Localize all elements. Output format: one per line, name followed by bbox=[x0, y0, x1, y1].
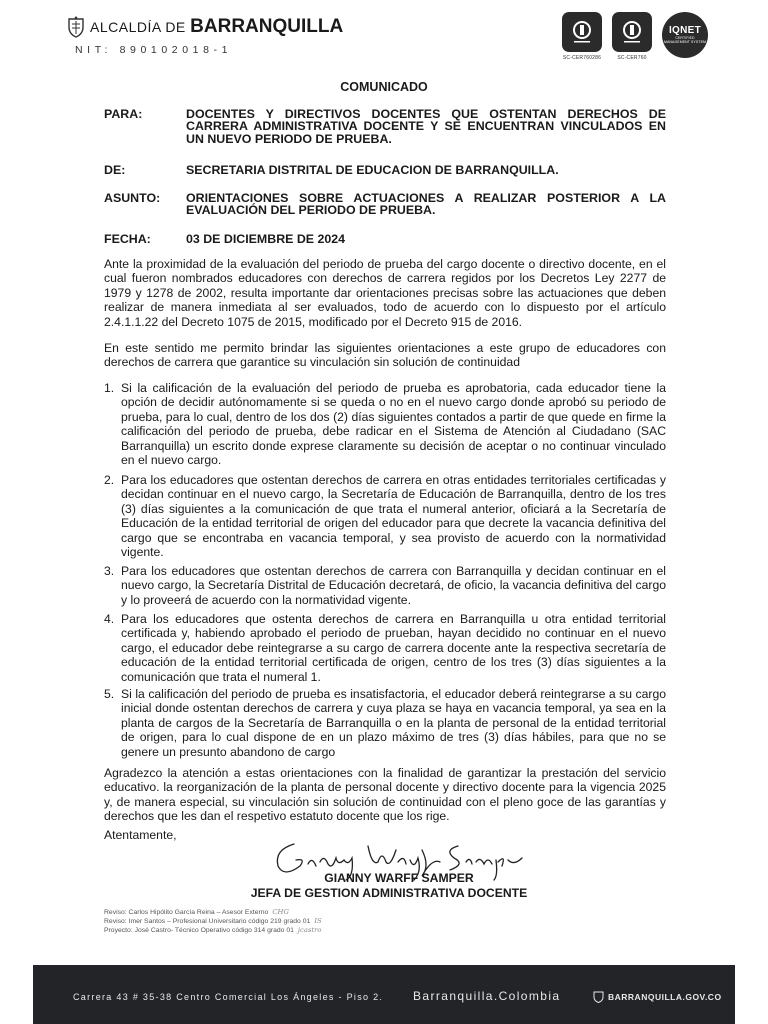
closing-paragraph: Agradezco la atención a estas orientaciones con la finalidad de garantizar la prestación del servicio educativo. la reorganización de la planta de personal docente y directivo docente para la vigencia 2025 y, de manera especial, su vinculación sin solución de continuidad con el pleno goce de las garantías y derechos que les dan el respetivo estatuto docente que los rige. bbox=[104, 766, 666, 824]
coat-of-arms-icon bbox=[593, 991, 604, 1003]
fecha-field bbox=[104, 233, 666, 245]
coat-of-arms-icon bbox=[66, 16, 86, 38]
item-text: Para los educadores que ostentan derechos de carrera con Barranquilla y decidan continuar en el nuevo cargo, la Secretaría Distrital de Educación decretará, de oficio, la vacancia definitiva del cargo y lo proveerá de acuerdo con la normatividad vigente. bbox=[121, 564, 666, 607]
item-text: Si la calificación del periodo de prueba es insatisfactoria, el educador deberá reintegrarse a su cargo inicial donde ostentan derechos de carrera y cuya plaza se haya en vacancia temporal, ya sea en la planta de cargos de la Secretaría de Barranquilla o en la planta de personal de la entidad territorial de origen, para lo cual dispone de en un plazo máximo de tres (3) días hábiles, para que no se genere un presunto abandono de cargo bbox=[121, 687, 666, 759]
item-text: Para los educadores que ostenta derechos de carrera en Barranquilla u otra entidad territorial certificada y, habiendo aprobado el periodo de prueban, hayan decidido no continuar en el nuevo cargo, el educador debe reintegrarse a su cargo de carrera docente ante la respectiva secretaría de educación de la entidad territorial certificada de origen, centro de los tres (3) días siguientes a la comunicación que trata el numeral 1. bbox=[121, 612, 666, 684]
asunto-value: ORIENTACIONES SOBRE ACTUACIONES A REALIZAR POSTERIOR A LA EVALUACIÓN DEL PERIODO DE PRUEBA. bbox=[186, 191, 666, 218]
icontec-icon bbox=[619, 19, 645, 45]
para-value: DOCENTES Y DIRECTIVOS DOCENTES QUE OSTENTAN DERECHOS DE CARRERA ADMINISTRATIVA DOCENTE Y SE ENCUENTRAN VINCULADOS EN UN NUEVO PERIODO DE PRUEBA. bbox=[186, 107, 666, 146]
logo-text: ALCALDÍA DE BARRANQUILLA bbox=[90, 16, 344, 37]
review-line: Reviso: Imer Santos – Profesional Universitario código 219 grado 01 IS bbox=[104, 917, 322, 925]
signer-name: GIANNY WARFF SAMPER bbox=[324, 871, 474, 885]
fecha-label: FECHA: bbox=[104, 232, 151, 246]
asunto-field bbox=[104, 192, 666, 217]
item-number: 1. bbox=[104, 381, 115, 395]
de-value: SECRETARIA DISTRITAL DE EDUCACION DE BARRANQUILLA. bbox=[186, 163, 559, 177]
list-item bbox=[104, 612, 666, 684]
item-number: 2. bbox=[104, 473, 115, 487]
asunto-label: ASUNTO: bbox=[104, 191, 161, 205]
review-line: Proyecto: José Castro- Técnico Operativo código 314 grado 01 jcastro bbox=[104, 926, 322, 934]
icontec-icon bbox=[569, 19, 595, 45]
icontec-badge-2: SC-CER760 bbox=[612, 12, 652, 61]
item-text: Si la calificación de la evaluación del periodo de prueba es aprobatoria, cada educador tiene la opción de decidir autónomamente si se queda o no en el nuevo cargo donde aprobó su periodo de prueba, para lo cual, dentro de los dos (2) días siguientes contados a partir de que quede en firme la calificación del periodo de prueba, debe radicar en el Sistema de Atención al Ciudadano (SAC Barranquilla) un escrito donde exprese claramente su decisión de aceptar o no continuar vinculado en el nuevo cargo. bbox=[121, 381, 666, 468]
certification-badges bbox=[562, 12, 708, 61]
list-item bbox=[104, 473, 666, 559]
list-item bbox=[104, 687, 666, 759]
nit-number: NIT: 890102018-1 bbox=[75, 44, 233, 56]
item-number: 5. bbox=[104, 687, 115, 701]
intro-paragraph: Ante la proximidad de la evaluación del periodo de prueba del cargo docente o directivo docente, en el cual fueron nombrados educadores con derechos de carrera regidos por los Decretos Ley 2277 de 1979 y 1278 de 2002, resulta importante dar orientaciones precisas sobre las actuaciones que deben realizar de manera inmediata al ser evaluados, todo de acuerdo con lo dispuesto por el artículo 2.4.1.1.22 del Decreto 1075 de 2015, modificado por el Decreto 915 de 2016. bbox=[104, 257, 666, 329]
list-item bbox=[104, 564, 666, 607]
de-label: DE: bbox=[104, 163, 126, 177]
lead-paragraph: En este sentido me permito brindar las siguientes orientaciones a este grupo de educadores con derechos de carrera que garantice su vinculación sin solución de continuidad bbox=[104, 341, 666, 370]
list-item bbox=[104, 381, 666, 467]
icontec-badge: SC-CER760286 bbox=[562, 12, 602, 61]
para-label: PARA: bbox=[104, 107, 143, 121]
footer-website[interactable]: BARRANQUILLA.GOV.CO bbox=[593, 991, 722, 1003]
para-field bbox=[104, 108, 666, 145]
fecha-value: 03 DE DICIEMBRE DE 2024 bbox=[186, 232, 346, 246]
footer-address: Carrera 43 # 35-38 Centro Comercial Los Ángeles - Piso 2. bbox=[73, 992, 384, 1002]
item-number: 4. bbox=[104, 612, 115, 626]
footer-city: Barranquilla.Colombia bbox=[413, 989, 561, 1003]
salutation: Atentamente, bbox=[104, 828, 177, 842]
iqnet-badge: IQNET CERTIFIED MANAGEMENT SYSTEM bbox=[662, 12, 708, 61]
de-field bbox=[104, 164, 666, 176]
alcaldia-logo bbox=[66, 16, 343, 38]
document-title: COMUNICADO bbox=[340, 80, 428, 94]
footer-bar bbox=[33, 965, 735, 1024]
item-number: 3. bbox=[104, 564, 115, 578]
review-line: Reviso: Carlos Hipólito García Reina – Asesor Externo CHG bbox=[104, 908, 289, 916]
item-text: Para los educadores que ostentan derechos de carrera en otras entidades territoriales certificadas y decidan continuar en el nuevo cargo, la Secretaría de Educación de Barranquilla, dentro de los tres (3) días siguientes a la comunicación de que trata el numeral anterior, oficiará a la Secretaría de Educación de la entidad territorial de origen del educador para que decrete la vacancia definitiva del cargo que se encontraba en vacancia temporal, y sea provisto de acuerdo con la normatividad vigente. bbox=[121, 473, 666, 560]
signer-role: JEFA DE GESTION ADMINISTRATIVA DOCENTE bbox=[250, 886, 528, 900]
